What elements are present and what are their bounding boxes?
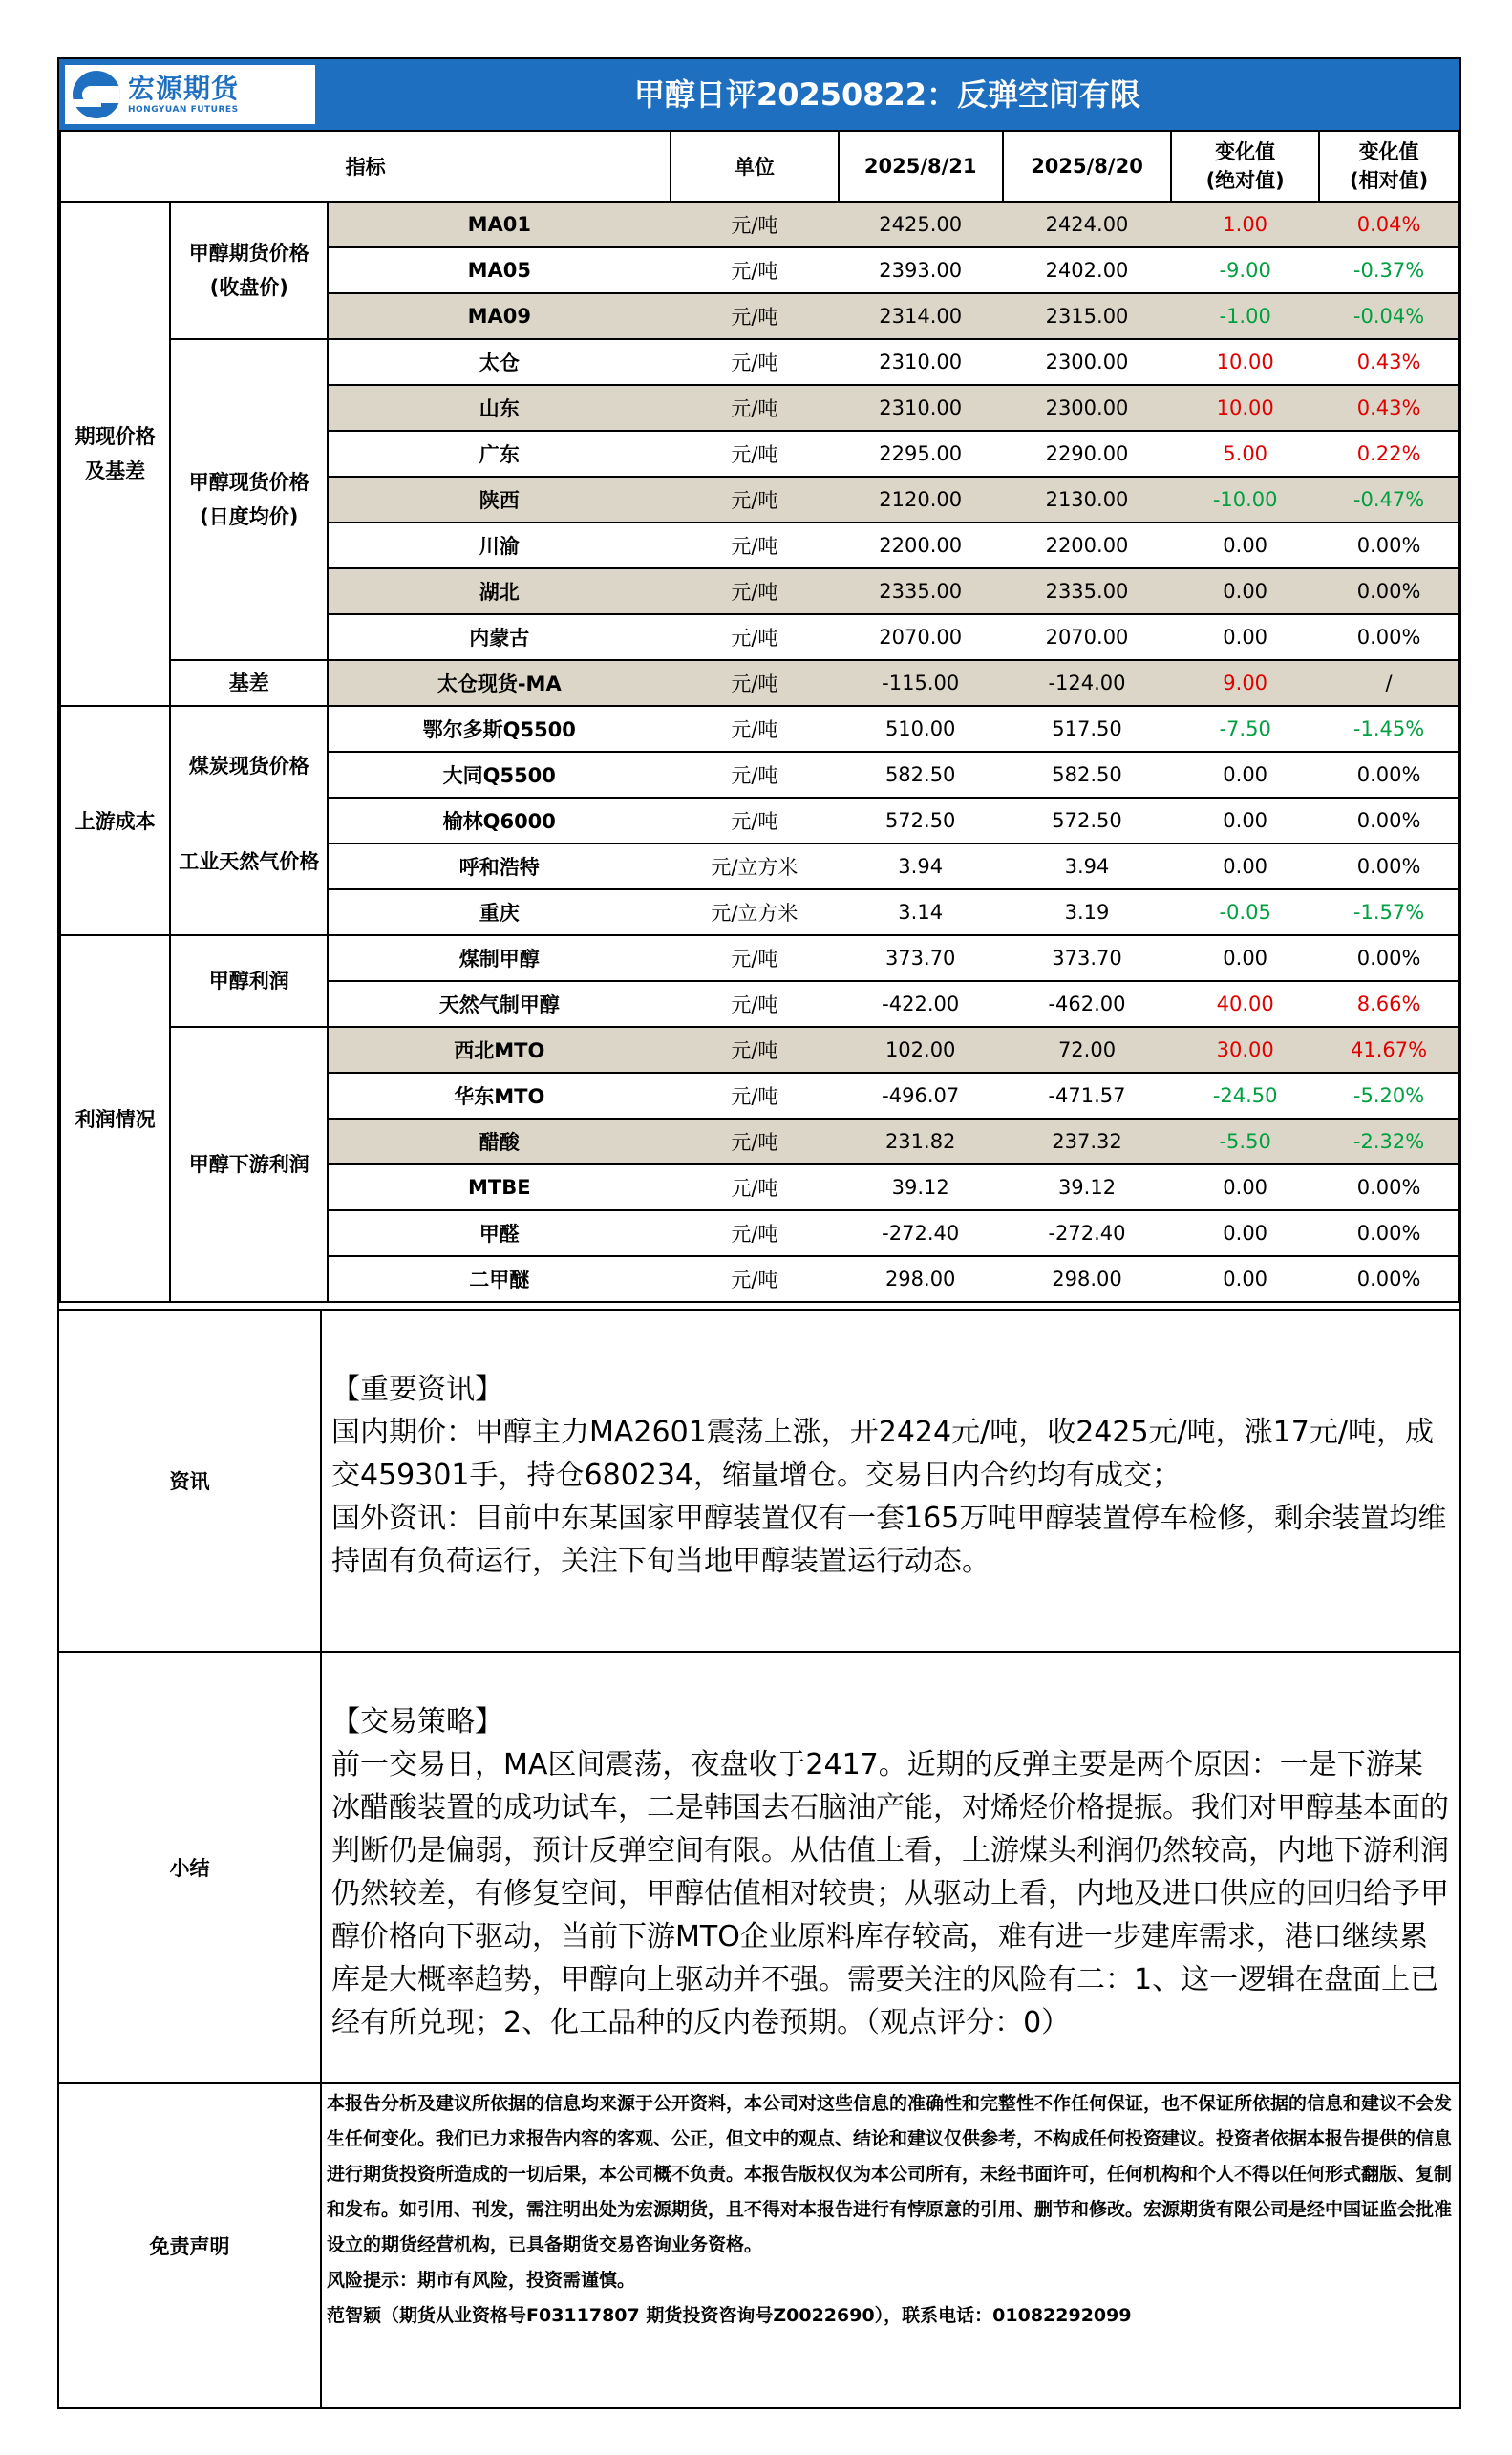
- row-value-date1: 2070.00: [839, 614, 1003, 660]
- row-value-date2: 2424.00: [1003, 202, 1171, 247]
- news-overseas: 国外资讯：目前中东某国家甲醇装置仅有一套165万吨甲醇装置停车检修，剩余装置均维持固有负荷运行，关注下旬当地甲醇装置运行动态。: [331, 1502, 1447, 1578]
- row-change-abs: -5.50: [1171, 1119, 1319, 1164]
- row-item: 湖北: [328, 568, 671, 614]
- row-change-abs: 0.00: [1171, 614, 1319, 660]
- row-unit: 元/吨: [671, 1210, 838, 1256]
- news-domestic: 国内期价：甲醇主力MA2601震荡上涨，开2424元/吨，收2425元/吨，涨17元/吨，成交459301手，持仓680234，缩量增仓。交易日内合约均有成交；: [331, 1416, 1434, 1492]
- row-value-date2: 3.19: [1003, 889, 1171, 935]
- row-unit: 元/吨: [671, 1164, 838, 1210]
- table-row: [60, 339, 1459, 385]
- group-cell: 甲醇下游利润: [170, 1027, 328, 1302]
- row-value-date2: 237.32: [1003, 1119, 1171, 1164]
- row-value-date2: 373.70: [1003, 935, 1171, 981]
- group-label-line2: (收盘价): [209, 276, 288, 299]
- row-item: MA09: [328, 293, 671, 339]
- row-value-date2: 582.50: [1003, 752, 1171, 798]
- row-item: 二甲醚: [328, 1256, 671, 1302]
- row-unit: 元/吨: [671, 202, 838, 247]
- row-value-date2: 2315.00: [1003, 293, 1171, 339]
- row-change-abs: 0.00: [1171, 568, 1319, 614]
- disclaimer-text: 本报告分析及建议所依据的信息均来源于公开资料，本公司对这些信息的准确性和完整性不作任何保证，也不保证所依据的信息和建议不会发生任何变化。我们已力求报告内容的客观、公正，但文中的观点、结论和建议仅供参考，不构成任何投资建议。投资者依据本报告提供的信息进行期货投资所造成的一切后果，本公司概不负责。本报告版权仅为本公司所有，未经书面许可，任何机构和个人不得以任何形式翻版、复制和发布。如引用、刊发，需注明出处为宏源期货，且不得对本报告进行有悖原意的引用、删节和修改。宏源期货有限公司是经中国证监会批准设立的期货经营机构，已具备期货交易咨询业务资格。: [327, 2093, 1453, 2255]
- row-value-date2: 2300.00: [1003, 385, 1171, 431]
- row-item: 榆林Q6000: [328, 798, 671, 843]
- group-cell: 基差: [170, 660, 328, 706]
- news-heading: 【重要资讯】: [331, 1373, 503, 1406]
- disclaimer-label: 免责声明: [59, 2084, 322, 2407]
- row-change-abs: -10.00: [1171, 477, 1319, 523]
- row-unit: 元/吨: [671, 935, 838, 981]
- row-change-rel: 0.22%: [1319, 431, 1459, 477]
- table-row: [60, 660, 1459, 706]
- row-change-abs: 1.00: [1171, 202, 1319, 247]
- row-unit: 元/吨: [671, 981, 838, 1027]
- row-change-rel: 0.43%: [1319, 385, 1459, 431]
- row-change-abs: 0.00: [1171, 798, 1319, 843]
- row-change-rel: 0.04%: [1319, 202, 1459, 247]
- row-change-rel: -5.20%: [1319, 1073, 1459, 1119]
- row-value-date2: 3.94: [1003, 843, 1171, 889]
- disclaimer-panel: [59, 2082, 1459, 2407]
- news-panel: [59, 1309, 1459, 1651]
- header-rel-line1: 变化值: [1358, 140, 1419, 163]
- logo-en-text: HONGYUAN FUTURES: [128, 105, 239, 115]
- summary-label: 小结: [59, 1653, 322, 2082]
- row-value-date1: -272.40: [839, 1210, 1003, 1256]
- section-cell: [60, 202, 170, 706]
- row-item: 山东: [328, 385, 671, 431]
- row-unit: 元/吨: [671, 247, 838, 293]
- row-item: 天然气制甲醇: [328, 981, 671, 1027]
- summary-heading: 【交易策略】: [331, 1705, 503, 1739]
- group-cell: 甲醇利润: [170, 935, 328, 1027]
- row-value-date1: 2200.00: [839, 523, 1003, 568]
- row-value-date2: 2200.00: [1003, 523, 1171, 568]
- row-change-rel: 0.00%: [1319, 568, 1459, 614]
- row-change-abs: 0.00: [1171, 523, 1319, 568]
- group-cell: 工业天然气价格: [170, 843, 328, 935]
- row-change-rel: 8.66%: [1319, 981, 1459, 1027]
- header-unit: 单位: [671, 131, 838, 202]
- row-change-abs: 0.00: [1171, 1256, 1319, 1302]
- row-value-date1: 2425.00: [839, 202, 1003, 247]
- row-change-abs: 9.00: [1171, 660, 1319, 706]
- row-item: 鄂尔多斯Q5500: [328, 706, 671, 752]
- row-value-date2: 72.00: [1003, 1027, 1171, 1073]
- row-change-abs: 40.00: [1171, 981, 1319, 1027]
- row-value-date1: 2310.00: [839, 339, 1003, 385]
- row-value-date1: 2314.00: [839, 293, 1003, 339]
- row-item: 太仓: [328, 339, 671, 385]
- row-unit: 元/吨: [671, 1256, 838, 1302]
- row-value-date1: 572.50: [839, 798, 1003, 843]
- group-label-line1: 甲醇现货价格: [188, 471, 309, 494]
- news-label: 资讯: [59, 1311, 322, 1651]
- row-value-date1: -496.07: [839, 1073, 1003, 1119]
- section-cell: 利润情况: [60, 935, 170, 1302]
- header-abs-change: [1171, 131, 1319, 202]
- summary-text: 前一交易日，MA区间震荡，夜盘收于2417。近期的反弹主要是两个原因：一是下游某冰醋酸装置的成功试车，二是韩国去石脑油产能，对烯烃价格提振。我们对甲醇基本面的判断仍是偏弱，预计反弹空间有限。从估值上看，上游煤头利润仍然较高，内地下游利润仍然较差，有修复空间，甲醇估值相对较贵；从驱动上看，内地及进口供应的回归给予甲醇价格向下驱动，当前下游MTO企业原料库存较高，难有进一步建库需求，港口继续累库是大概率趋势，甲醇向上驱动并不强。需要关注的风险有二：1、这一逻辑在盘面上已经有所兑现；2、化工品种的反内卷预期。（观点评分：0）: [331, 1748, 1449, 2039]
- row-item: 大同Q5500: [328, 752, 671, 798]
- row-change-rel: -0.37%: [1319, 247, 1459, 293]
- row-item: 煤制甲醇: [328, 935, 671, 981]
- group-label-line2: (日度均价): [200, 505, 299, 528]
- row-unit: 元/吨: [671, 752, 838, 798]
- row-unit: 元/吨: [671, 614, 838, 660]
- row-change-rel: -0.04%: [1319, 293, 1459, 339]
- section-label-line1: 期现价格: [75, 425, 156, 448]
- row-item: 陕西: [328, 477, 671, 523]
- row-change-abs: 0.00: [1171, 843, 1319, 889]
- row-change-abs: 10.00: [1171, 385, 1319, 431]
- header-rel-line2: (相对值): [1349, 169, 1429, 192]
- row-value-date2: 2402.00: [1003, 247, 1171, 293]
- row-unit: 元/吨: [671, 660, 838, 706]
- row-item: MA05: [328, 247, 671, 293]
- row-unit: 元/吨: [671, 431, 838, 477]
- row-item: 甲醛: [328, 1210, 671, 1256]
- group-cell: [170, 339, 328, 660]
- header-date2: 2025/8/20: [1003, 131, 1171, 202]
- row-change-rel: 0.00%: [1319, 843, 1459, 889]
- row-change-rel: 0.00%: [1319, 1164, 1459, 1210]
- row-value-date2: 2290.00: [1003, 431, 1171, 477]
- row-change-rel: 0.00%: [1319, 798, 1459, 843]
- page-title: 甲醇日评20250822：反弹空间有限: [633, 76, 1141, 113]
- row-change-abs: 0.00: [1171, 935, 1319, 981]
- row-change-rel: 0.43%: [1319, 339, 1459, 385]
- analyst-info: 范智颖（期货从业资格号F03117807 期货投资咨询号Z0022690），联系电话：01082292099: [327, 2305, 1132, 2326]
- table-header-row: [60, 131, 1459, 202]
- risk-warning: 风险提示：期市有风险，投资需谨慎。: [327, 2270, 636, 2291]
- row-value-date2: 39.12: [1003, 1164, 1171, 1210]
- row-item: 西北MTO: [328, 1027, 671, 1073]
- row-change-abs: 10.00: [1171, 339, 1319, 385]
- row-change-rel: /: [1319, 660, 1459, 706]
- group-label-line1: 甲醇期货价格: [188, 242, 309, 265]
- row-value-date2: -124.00: [1003, 660, 1171, 706]
- row-unit: 元/吨: [671, 706, 838, 752]
- row-item: 川渝: [328, 523, 671, 568]
- row-value-date1: 3.14: [839, 889, 1003, 935]
- row-value-date1: 582.50: [839, 752, 1003, 798]
- row-value-date2: 2300.00: [1003, 339, 1171, 385]
- header-date1: 2025/8/21: [839, 131, 1003, 202]
- row-item: 重庆: [328, 889, 671, 935]
- row-unit: 元/吨: [671, 1027, 838, 1073]
- row-unit: 元/吨: [671, 1073, 838, 1119]
- row-change-abs: 5.00: [1171, 431, 1319, 477]
- row-value-date2: 2130.00: [1003, 477, 1171, 523]
- row-item: 醋酸: [328, 1119, 671, 1164]
- indicator-table: [59, 130, 1459, 1303]
- row-change-abs: 0.00: [1171, 752, 1319, 798]
- table-row: [60, 706, 1459, 752]
- row-unit: 元/吨: [671, 293, 838, 339]
- row-change-rel: -1.45%: [1319, 706, 1459, 752]
- row-unit: 元/吨: [671, 1119, 838, 1164]
- row-unit: 元/吨: [671, 798, 838, 843]
- row-value-date1: -115.00: [839, 660, 1003, 706]
- section-cell: 上游成本: [60, 706, 170, 935]
- row-value-date2: -462.00: [1003, 981, 1171, 1027]
- row-value-date1: 2393.00: [839, 247, 1003, 293]
- row-value-date2: 2335.00: [1003, 568, 1171, 614]
- row-unit: 元/吨: [671, 339, 838, 385]
- news-body: [331, 1368, 1450, 1583]
- table-row: [60, 1027, 1459, 1073]
- row-value-date1: -422.00: [839, 981, 1003, 1027]
- row-change-abs: -0.05: [1171, 889, 1319, 935]
- row-change-rel: 0.00%: [1319, 1210, 1459, 1256]
- row-value-date2: 572.50: [1003, 798, 1171, 843]
- section-label-line2: 及基差: [85, 459, 146, 482]
- row-unit: 元/吨: [671, 568, 838, 614]
- group-cell: [170, 202, 328, 339]
- row-value-date1: 2310.00: [839, 385, 1003, 431]
- row-unit: 元/立方米: [671, 889, 838, 935]
- row-value-date1: 298.00: [839, 1256, 1003, 1302]
- summary-body: [331, 1700, 1450, 2044]
- row-value-date1: 2120.00: [839, 477, 1003, 523]
- row-change-abs: -1.00: [1171, 293, 1319, 339]
- row-change-rel: -2.32%: [1319, 1119, 1459, 1164]
- row-change-abs: -24.50: [1171, 1073, 1319, 1119]
- row-value-date1: 510.00: [839, 706, 1003, 752]
- row-item: MA01: [328, 202, 671, 247]
- row-change-abs: 0.00: [1171, 1210, 1319, 1256]
- title-bar: [59, 59, 1459, 130]
- header-rel-change: [1319, 131, 1459, 202]
- summary-panel: [59, 1651, 1459, 2082]
- row-item: 广东: [328, 431, 671, 477]
- logo-mark-icon: [73, 71, 120, 118]
- row-change-abs: 0.00: [1171, 1164, 1319, 1210]
- report-sheet: [57, 57, 1461, 2409]
- row-value-date1: 373.70: [839, 935, 1003, 981]
- row-value-date1: 2335.00: [839, 568, 1003, 614]
- header-abs-line1: 变化值: [1215, 140, 1276, 163]
- row-value-date1: 102.00: [839, 1027, 1003, 1073]
- row-change-rel: 0.00%: [1319, 935, 1459, 981]
- row-item: 呼和浩特: [328, 843, 671, 889]
- row-change-rel: 0.00%: [1319, 614, 1459, 660]
- row-unit: 元/吨: [671, 523, 838, 568]
- row-value-date2: -471.57: [1003, 1073, 1171, 1119]
- row-value-date2: -272.40: [1003, 1210, 1171, 1256]
- row-change-rel: 0.00%: [1319, 752, 1459, 798]
- row-unit: 元/吨: [671, 477, 838, 523]
- row-unit: 元/立方米: [671, 843, 838, 889]
- row-change-abs: 30.00: [1171, 1027, 1319, 1073]
- row-value-date1: 39.12: [839, 1164, 1003, 1210]
- row-change-abs: -7.50: [1171, 706, 1319, 752]
- row-change-rel: 0.00%: [1319, 523, 1459, 568]
- row-value-date1: 2295.00: [839, 431, 1003, 477]
- group-cell: 煤炭现货价格: [170, 706, 328, 843]
- row-unit: 元/吨: [671, 385, 838, 431]
- row-change-rel: -0.47%: [1319, 477, 1459, 523]
- row-item: 内蒙古: [328, 614, 671, 660]
- row-item: MTBE: [328, 1164, 671, 1210]
- table-row: [60, 202, 1459, 247]
- table-row: [60, 935, 1459, 981]
- row-change-rel: -1.57%: [1319, 889, 1459, 935]
- row-value-date2: 517.50: [1003, 706, 1171, 752]
- header-indicator: 指标: [60, 131, 671, 202]
- logo-cn-text: 宏源期货: [128, 73, 240, 104]
- row-change-rel: 0.00%: [1319, 1256, 1459, 1302]
- header-abs-line2: (绝对值): [1205, 169, 1285, 192]
- row-value-date2: 2070.00: [1003, 614, 1171, 660]
- row-item: 华东MTO: [328, 1073, 671, 1119]
- row-change-rel: 41.67%: [1319, 1027, 1459, 1073]
- company-logo: [65, 65, 315, 124]
- row-change-abs: -9.00: [1171, 247, 1319, 293]
- row-value-date2: 298.00: [1003, 1256, 1171, 1302]
- row-value-date1: 231.82: [839, 1119, 1003, 1164]
- row-value-date1: 3.94: [839, 843, 1003, 889]
- table-row: [60, 843, 1459, 889]
- disclaimer-body: [327, 2086, 1454, 2334]
- row-item: 太仓现货-MA: [328, 660, 671, 706]
